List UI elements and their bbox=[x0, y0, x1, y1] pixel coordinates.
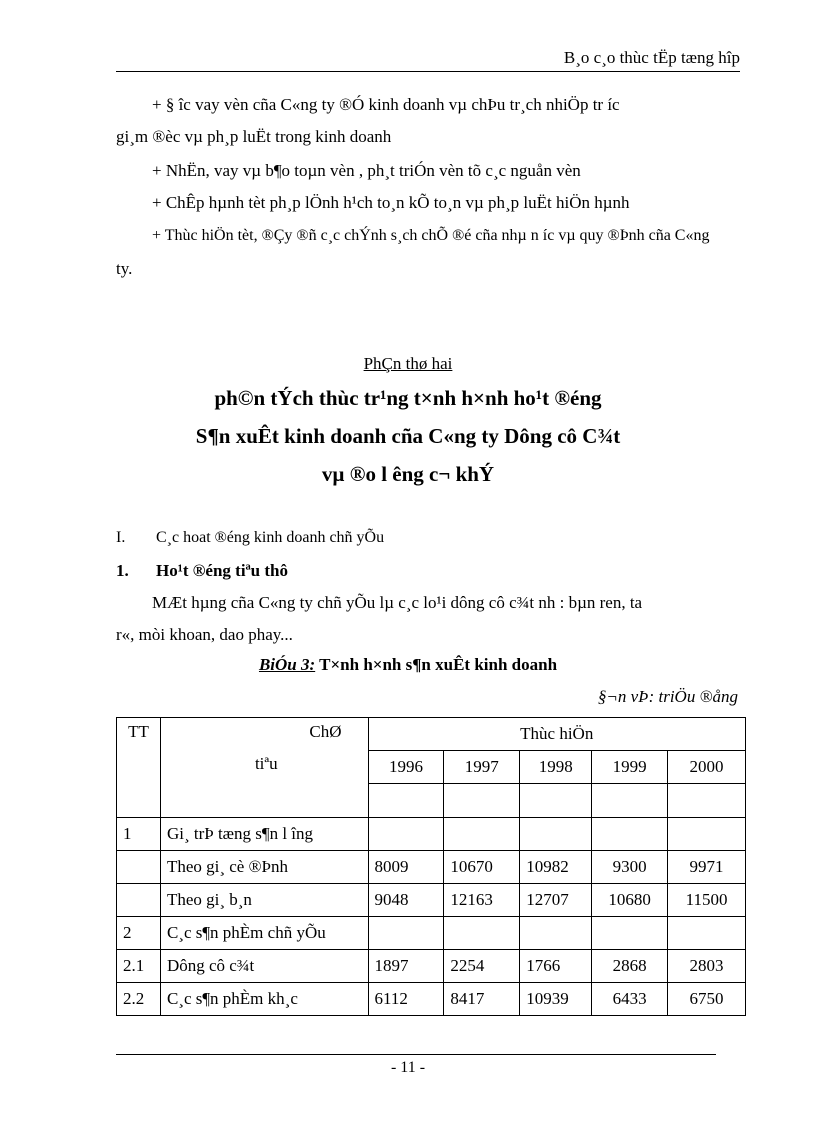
chapter-title-line-3: vµ ®o l êng c¬ khÝ bbox=[321, 462, 495, 486]
row-value: 12163 bbox=[444, 884, 520, 917]
row-value: 6433 bbox=[592, 983, 668, 1016]
header-year: 1999 bbox=[592, 751, 668, 784]
data-table bbox=[116, 717, 746, 1016]
paragraph-line: gi¸m ®èc vµ ph¸p luËt trong kinh doanh bbox=[116, 127, 392, 146]
header-indicator bbox=[160, 718, 368, 818]
header-year: 1996 bbox=[368, 751, 444, 784]
row-value bbox=[592, 818, 668, 851]
row-value: 10680 bbox=[592, 884, 668, 917]
header-year: 1998 bbox=[520, 751, 592, 784]
row-tt bbox=[117, 851, 161, 884]
header-spacer-cell bbox=[668, 784, 746, 818]
row-value bbox=[668, 818, 746, 851]
row-value: 9300 bbox=[592, 851, 668, 884]
section-heading: C¸c hoat ®éng kinh doanh chñ yÕu bbox=[156, 529, 385, 546]
table-caption-label: BiÓu 3: bbox=[258, 655, 316, 674]
subsection-heading: Ho¹t ®éng tiªu thô bbox=[156, 561, 288, 580]
running-header: B¸o c¸o thùc tËp tæng hîp bbox=[563, 48, 740, 67]
chapter-title-line-2: S¶n xuÊt kinh doanh cña C«ng ty Dông cô C¾t bbox=[195, 424, 621, 448]
table-row bbox=[117, 950, 746, 983]
paragraph-line: ty. bbox=[116, 259, 133, 278]
row-indicator: Gi¸ trÞ tæng s¶n l îng bbox=[160, 818, 368, 851]
row-value: 1897 bbox=[368, 950, 444, 983]
row-value bbox=[444, 917, 520, 950]
unit-note: §¬n vÞ: triÖu ®ång bbox=[597, 687, 738, 706]
row-value: 9971 bbox=[668, 851, 746, 884]
row-value: 2868 bbox=[592, 950, 668, 983]
header-year: 2000 bbox=[668, 751, 746, 784]
table-row bbox=[117, 851, 746, 884]
row-value: 10939 bbox=[520, 983, 592, 1016]
row-value bbox=[368, 917, 444, 950]
row-indicator: Theo gi¸ b¸n bbox=[160, 884, 368, 917]
table-caption-text: T×nh h×nh s¶n xuÊt kinh doanh bbox=[315, 655, 558, 674]
table-row bbox=[117, 818, 746, 851]
header-spacer-cell bbox=[368, 784, 444, 818]
chapter-title-line-1: ph©n tÝch thùc tr¹ng t×nh h×nh ho¹t ®éng bbox=[214, 386, 602, 410]
row-value bbox=[592, 917, 668, 950]
row-value: 8417 bbox=[444, 983, 520, 1016]
row-value bbox=[668, 917, 746, 950]
paragraph-line: + § îc vay vèn cña C«ng ty ®Ó kinh doanh vµ chÞu tr¸ch nhiÖp tr íc bbox=[152, 95, 620, 114]
row-indicator: C¸c s¶n phÈm kh¸c bbox=[160, 983, 368, 1016]
section-number: I. bbox=[116, 529, 126, 546]
row-value: 10670 bbox=[444, 851, 520, 884]
row-tt: 2.1 bbox=[117, 950, 161, 983]
table-row bbox=[117, 983, 746, 1016]
row-tt bbox=[117, 884, 161, 917]
row-indicator: C¸c s¶n phÈm chñ yÕu bbox=[160, 917, 368, 950]
paragraph-line: + Thùc hiÖn tèt, ®Çy ®ñ c¸c chÝnh s¸ch chÕ ®é cña nhµ n íc vµ quy ®Þnh cña C«ng bbox=[152, 227, 710, 244]
header-spacer-cell bbox=[444, 784, 520, 818]
header-year: 1997 bbox=[444, 751, 520, 784]
row-tt: 2.2 bbox=[117, 983, 161, 1016]
header-tt: TT bbox=[117, 718, 161, 818]
row-value: 6750 bbox=[668, 983, 746, 1016]
row-value: 2254 bbox=[444, 950, 520, 983]
header-spacer-cell bbox=[520, 784, 592, 818]
row-value: 10982 bbox=[520, 851, 592, 884]
body-line: MÆt hµng cña C«ng ty chñ yÕu lµ c¸c lo¹i dông cô c¾t nh : bµn ren, ta bbox=[152, 593, 643, 612]
subsection-number: 1. bbox=[116, 561, 129, 580]
table-row bbox=[117, 917, 746, 950]
header-spacer-cell bbox=[592, 784, 668, 818]
row-tt: 1 bbox=[117, 818, 161, 851]
row-value: 1766 bbox=[520, 950, 592, 983]
row-indicator: Theo gi¸ cè ®Þnh bbox=[160, 851, 368, 884]
paragraph-line: + NhËn, vay vµ b¶o toµn vèn , ph¸t triÓn vèn tõ c¸c nguån vèn bbox=[152, 161, 581, 180]
part-heading: PhÇn thø hai bbox=[363, 354, 453, 373]
footer-rule bbox=[116, 1054, 716, 1055]
row-indicator: Dông cô c¾t bbox=[160, 950, 368, 983]
paragraph-line: + ChÊp hµnh tèt ph¸p lÖnh h¹ch to¸n kÕ to¸n vµ ph¸p luËt hiÖn hµnh bbox=[152, 193, 630, 212]
row-tt: 2 bbox=[117, 917, 161, 950]
header-group: Thùc hiÖn bbox=[368, 718, 745, 751]
header-indicator-line-2: tiªu bbox=[254, 754, 278, 773]
row-value: 8009 bbox=[368, 851, 444, 884]
row-value: 2803 bbox=[668, 950, 746, 983]
row-value bbox=[444, 818, 520, 851]
table-caption bbox=[0, 655, 816, 675]
table-row bbox=[117, 884, 746, 917]
row-value bbox=[520, 917, 592, 950]
row-value bbox=[520, 818, 592, 851]
row-value: 11500 bbox=[668, 884, 746, 917]
body-line: r«, mòi khoan, dao phay... bbox=[116, 625, 293, 644]
header-rule bbox=[116, 71, 740, 72]
row-value: 6112 bbox=[368, 983, 444, 1016]
page-number: - 11 - bbox=[390, 1059, 426, 1076]
row-value: 12707 bbox=[520, 884, 592, 917]
row-value: 9048 bbox=[368, 884, 444, 917]
row-value bbox=[368, 818, 444, 851]
header-indicator-line-1: ChØ bbox=[309, 722, 342, 741]
